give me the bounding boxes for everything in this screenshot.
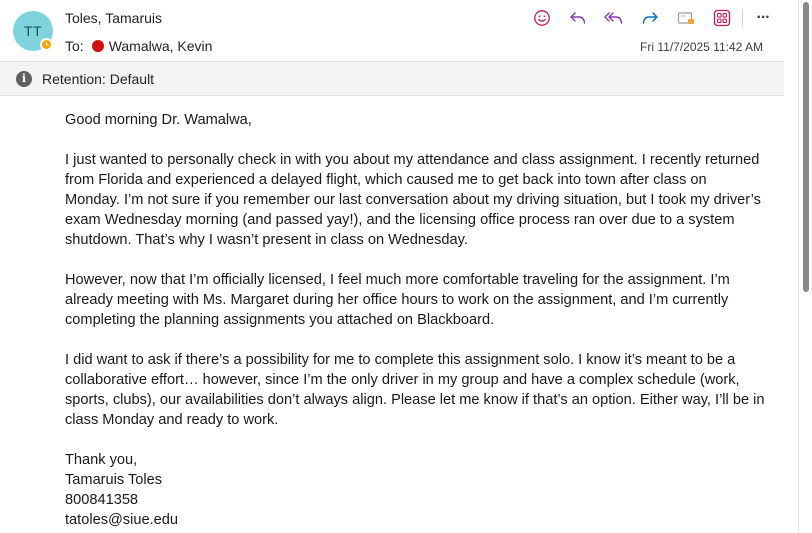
- signature-email[interactable]: tatoles@siue.edu: [65, 512, 178, 528]
- presence-away-icon: [40, 38, 53, 51]
- body-paragraph-1: I just wanted to personally check in with you about my attendance and class assignment. I recently returned from Florida and experienced a delayed flight, which caused me to get back into town after class on Monday. I’m not sure if you remember our last conversation about my driving situation, but I took my driver’s exam Wednesday morning (and passed yay!), and the licensing office process ran over due to a system shutdown. That’s why I wasn’t present in class on Wednesday.: [65, 152, 761, 248]
- message-body: [65, 110, 765, 530]
- retention-bar: [0, 61, 784, 96]
- vertical-scrollbar[interactable]: [798, 0, 812, 533]
- apps-button[interactable]: [704, 4, 740, 32]
- flag-message-button[interactable]: [668, 4, 704, 32]
- sender-name[interactable]: Toles, Tamaruis: [65, 10, 163, 26]
- signature-name: Tamaruis Toles: [65, 472, 163, 488]
- emoji-icon: [533, 9, 551, 27]
- reply-all-button[interactable]: [596, 4, 632, 32]
- avatar-initials: TT: [23, 23, 43, 39]
- forward-button[interactable]: [632, 4, 668, 32]
- emoji-reaction-button[interactable]: [524, 4, 560, 32]
- flag-message-icon: [676, 9, 696, 27]
- retention-text: Retention: Default: [42, 70, 155, 87]
- message-date: Fri 11/7/2025 11:42 AM: [640, 40, 763, 54]
- recipient-status-icon: [92, 40, 104, 52]
- to-label: To:: [65, 38, 84, 54]
- toolbar-divider: [742, 9, 743, 27]
- more-icon: ···: [756, 9, 770, 26]
- reply-all-icon: [603, 9, 625, 27]
- more-actions-button[interactable]: [745, 4, 781, 32]
- recipients-row: [65, 38, 212, 54]
- body-paragraph-2: However, now that I’m officially licensed, I feel much more comfortable traveling for the assignment. I’m already meeting with Ms. Margaret during her office hours to work on the assignment, and I’m currently completing the planning assignments you attached on Blackboard.: [65, 272, 730, 328]
- signature-id: 800841358: [65, 492, 139, 508]
- reply-icon: [568, 9, 588, 27]
- signature-closing: Thank you,: [65, 452, 138, 468]
- reply-button[interactable]: [560, 4, 596, 32]
- recipient-name[interactable]: Wamalwa, Kevin: [108, 38, 213, 54]
- apps-icon: [713, 9, 731, 27]
- message-toolbar: [524, 4, 781, 32]
- greeting: Good morning Dr. Wamalwa,: [65, 112, 252, 128]
- forward-icon: [640, 9, 660, 27]
- info-icon: i: [16, 71, 32, 87]
- body-paragraph-3: I did want to ask if there’s a possibility for me to complete this assignment solo. I know it’s meant to be a collaborative effort… however, since I’m the only driver in my group and have a complex schedule (work, sports, clubs), our availabilities don’t always align. Please let me know if that’s an option. Either way, I’ll be in class Monday and ready to work.: [65, 352, 765, 428]
- scrollbar-thumb[interactable]: [803, 2, 809, 292]
